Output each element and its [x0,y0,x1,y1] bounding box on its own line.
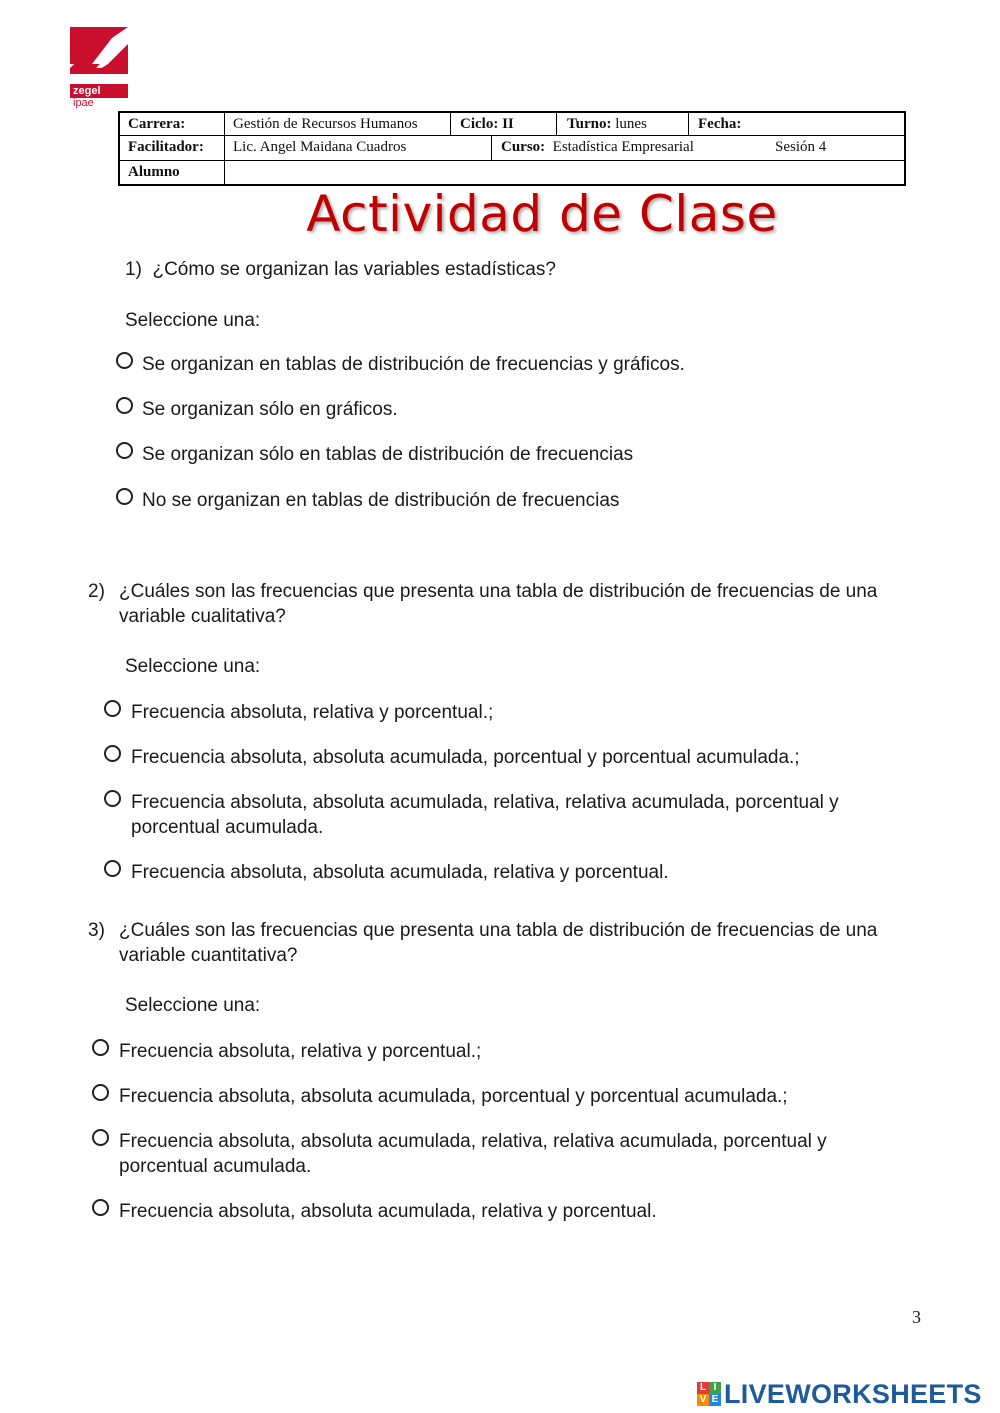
header-col-divider [556,113,557,135]
radio-button[interactable] [92,1084,109,1101]
header-table [118,111,906,186]
radio-button[interactable] [104,790,121,807]
radio-button[interactable] [92,1199,109,1216]
question-3 [88,918,938,968]
brand-letter: V [697,1394,709,1406]
logo-ipae-text: ipae [73,97,94,109]
question-text-line: variable cualitativa? [119,606,286,627]
carrera-value: Gestión de Recursos Humanos [233,116,418,132]
radio-button[interactable] [116,397,133,414]
zegel-z-mark-icon [68,24,130,82]
radio-button[interactable] [116,488,133,505]
option-label: Frecuencia absoluta, relativa y porcentual.; [131,702,494,723]
question-1 [125,257,556,282]
select-prompt: Seleccione una: [125,310,261,331]
option-label: Se organizan en tablas de distribución de frecuencias y gráficos. [142,354,685,375]
header-col-divider [224,113,225,184]
brand-letter: E [709,1394,721,1406]
ciclo-label: Ciclo: II [460,116,514,132]
page-number: 3 [912,1307,921,1327]
liveworksheets-brand[interactable] [697,1377,982,1411]
radio-button[interactable] [104,860,121,877]
zegel-ipae-logo [68,24,130,110]
radio-button[interactable] [116,442,133,459]
facilitador-value: Lic. Angel Maidana Cuadros [233,139,407,155]
alumno-input[interactable] [233,161,893,183]
radio-button[interactable] [104,700,121,717]
question-2 [88,579,938,629]
question-number: 3) [88,920,105,941]
question-text: ¿Cómo se organizan las variables estadísticas? [152,259,556,280]
radio-button[interactable] [116,352,133,369]
option-label: Se organizan sólo en tablas de distribución de frecuencias [142,444,634,465]
option-label: Frecuencia absoluta, absoluta acumulada, relativa y porcentual. [131,862,669,883]
liveworksheets-logo-icon [697,1382,721,1406]
sesion-value: Sesión 4 [775,139,827,155]
header-col-divider [450,113,451,135]
question-text-line: ¿Cuáles son las frecuencias que presenta una tabla de distribución de frecuencias de una [119,581,878,602]
option-label: Frecuencia absoluta, absoluta acumulada, porcentual y porcentual acumulada.; [119,1086,788,1107]
header-col-divider [491,135,492,160]
fecha-label: Fecha: [698,116,742,132]
carrera-label: Carrera: [128,116,186,132]
question-text-line: ¿Cuáles son las frecuencias que presenta una tabla de distribución de frecuencias de una [119,920,878,941]
question-number: 2) [88,581,105,602]
logo-zegel-text: zegel [73,85,101,97]
curso-field: Curso: Estadística Empresarial [501,139,694,155]
option-label: Se organizan sólo en gráficos. [142,399,398,420]
option-label: Frecuencia absoluta, relativa y porcentual.; [119,1041,482,1062]
brand-letter: I [709,1382,721,1394]
radio-button[interactable] [92,1129,109,1146]
option-label: Frecuencia absoluta, absoluta acumulada, relativa, relativa acumulada, porcentual y porcentual acumulada. [119,1131,827,1177]
brand-letter: L [697,1382,709,1394]
page-title: Actividad de Clase [306,185,778,243]
select-prompt: Seleccione una: [125,995,261,1016]
option-label: Frecuencia absoluta, absoluta acumulada, relativa, relativa acumulada, porcentual y porcentual acumulada. [131,792,839,838]
radio-button[interactable] [92,1039,109,1056]
select-prompt: Seleccione una: [125,656,261,677]
facilitador-label: Facilitador: [128,139,204,155]
option-label: Frecuencia absoluta, absoluta acumulada, porcentual y porcentual acumulada.; [131,747,800,768]
question-text-line: variable cuantitativa? [119,945,298,966]
turno-field: Turno: lunes [567,116,647,132]
option-label: No se organizan en tablas de distribución de frecuencias [142,490,620,511]
question-number: 1) [125,259,142,280]
option-label: Frecuencia absoluta, absoluta acumulada, relativa y porcentual. [119,1201,657,1222]
header-col-divider [688,113,689,135]
brand-text: LIVEWORKSHEETS [724,1379,982,1409]
alumno-label: Alumno [128,164,180,180]
radio-button[interactable] [104,745,121,762]
